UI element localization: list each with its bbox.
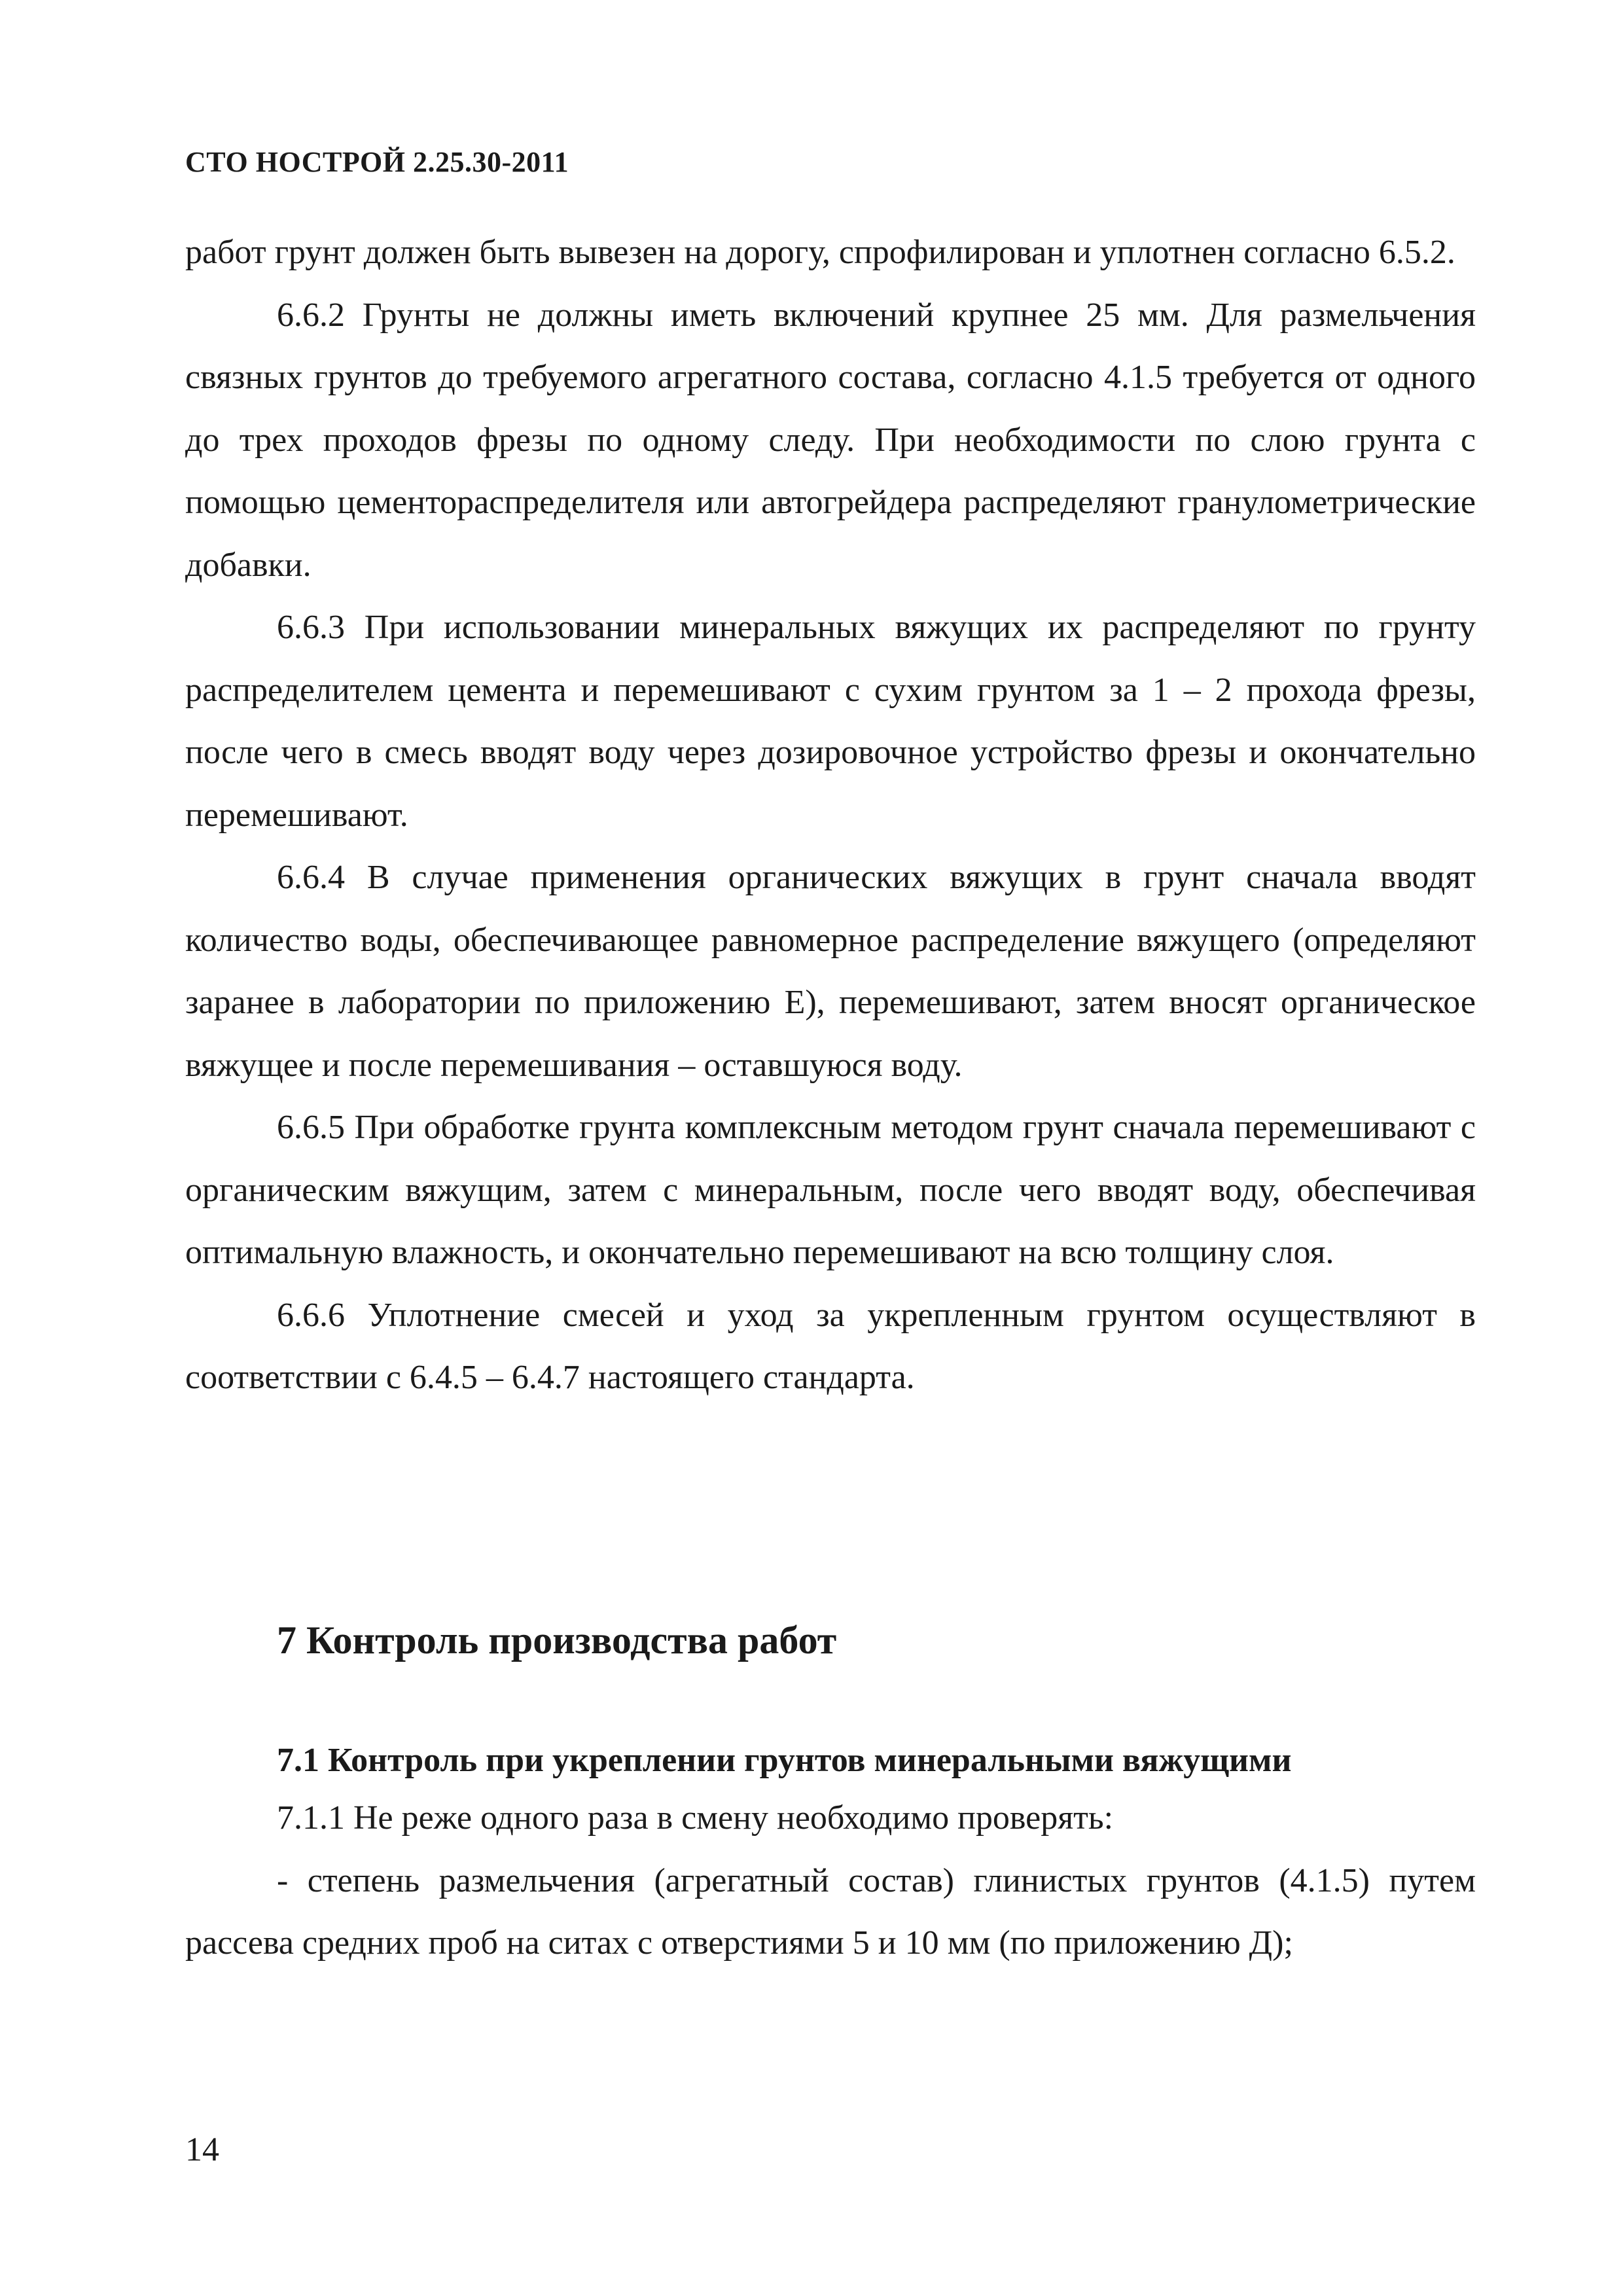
paragraph-continuation: работ грунт должен быть вывезен на дорогу, спрофилирован и уплотнен согласно 6.5.2.: [185, 234, 1455, 271]
paragraph-6-6-5: 6.6.5 При обработке грунта комплексным методом грунт сначала перемешивают с органическим вяжущим, затем с минеральным, после чего вводят воду, обеспечивая оптимальную влажность, и окончательно перемешивают на всю толщину слоя.: [185, 1109, 1476, 1271]
page-number: 14: [185, 2131, 219, 2168]
section-7-heading: 7 Контроль производства работ: [277, 1619, 837, 1662]
document-code-header: СТО НОСТРОЙ 2.25.30-2011: [185, 146, 569, 178]
section-7-body: [185, 1787, 1476, 1975]
paragraph-7-1-1: 7.1.1 Не реже одного раза в смену необходимо проверять:: [277, 1799, 1114, 1837]
body-text-block: [185, 221, 1476, 1409]
list-item-crushing-degree: - степень размельчения (агрегатный состав) глинистых грунтов (4.1.5) путем рассева средних проб на ситах с отверстиями 5 и 10 мм (по приложению Д);: [185, 1861, 1476, 1962]
paragraph-6-6-3: 6.6.3 При использовании минеральных вяжущих их распределяют по грунту распределителем цемента и перемешивают с сухим грунтом за 1 – 2 прохода фрезы, после чего в смесь вводят воду через дозировочное устройство фрезы и окончательно перемешивают.: [185, 609, 1476, 834]
paragraph-6-6-6: 6.6.6 Уплотнение смесей и уход за укрепленным грунтом осуществляют в соответствии с 6.4.5 – 6.4.7 настоящего стандарта.: [185, 1296, 1476, 1396]
paragraph-6-6-4: 6.6.4 В случае применения органических вяжущих в грунт сначала вводят количество воды, обеспечивающее равномерное распределение вяжущего (определяют заранее в лаборатории по приложению Е), перемешивают, затем вносят органическое вяжущее и после перемешивания – оставшуюся воду.: [185, 859, 1476, 1084]
subsection-7-1-heading: 7.1 Контроль при укреплении грунтов минеральными вяжущими: [277, 1742, 1292, 1779]
paragraph-6-6-2: 6.6.2 Грунты не должны иметь включений крупнее 25 мм. Для размельчения связных грунтов до требуемого агрегатного состава, согласно 4.1.5 требуется от одного до трех проходов фрезы по одному следу. При необходимости по слою грунта с помощью цементораспределителя или автогрейдера распределяют гранулометрические добавки.: [185, 296, 1476, 584]
